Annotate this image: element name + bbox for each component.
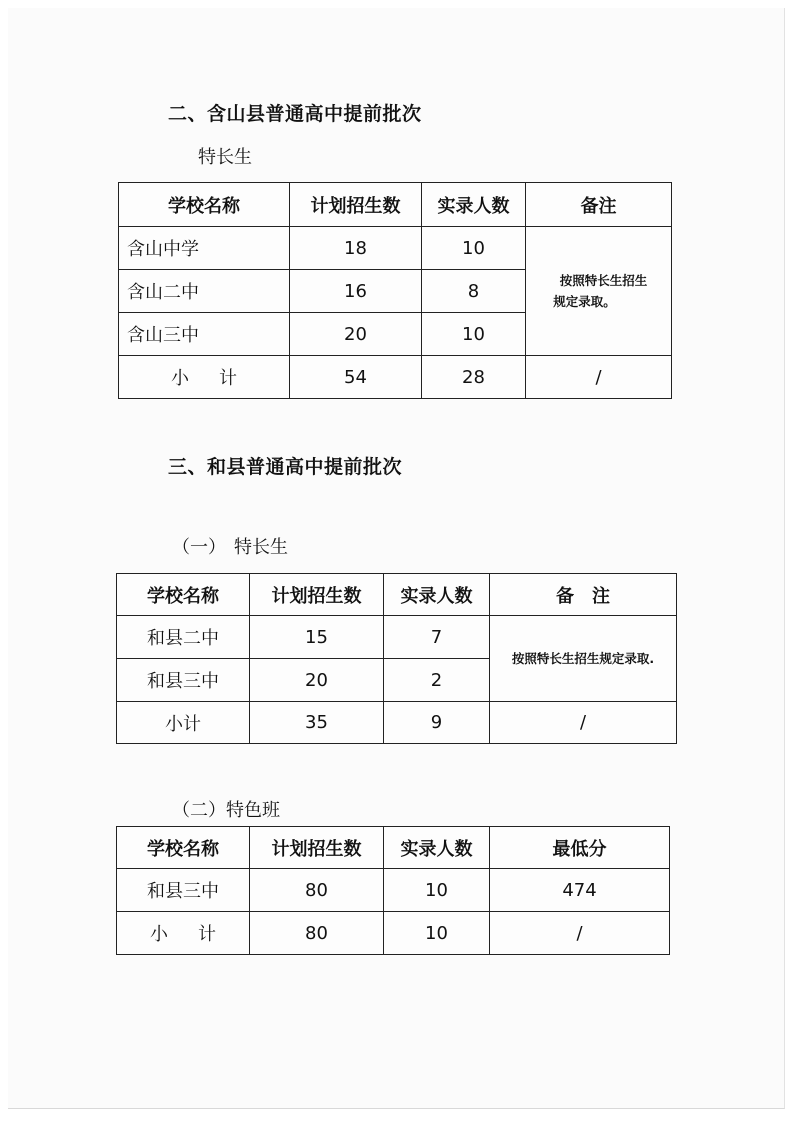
header-plan: 计划招生数 [290, 183, 422, 227]
table-header-row [119, 183, 672, 227]
plan-count: 80 [250, 869, 384, 912]
part1-subtitle-text: 特长生 [234, 537, 288, 558]
min-score: 474 [490, 869, 670, 912]
header-note: 备注 [526, 183, 672, 227]
actual-count: 10 [422, 227, 526, 270]
header-school-name: 学校名称 [119, 183, 290, 227]
subtotal-plan: 80 [250, 912, 384, 955]
header-actual: 实录人数 [422, 183, 526, 227]
note-line-1: 按照特长生招生 [559, 273, 648, 288]
plan-count: 16 [290, 270, 422, 313]
actual-count: 10 [384, 869, 490, 912]
school-name: 和县三中 [117, 659, 250, 702]
subtotal-row [119, 356, 672, 399]
subtotal-actual: 9 [384, 702, 490, 744]
hanshan-specialty-table [118, 182, 672, 399]
subtotal-label-char-1: 小 [150, 924, 168, 945]
subtotal-row [117, 912, 670, 955]
school-name: 含山二中 [119, 270, 290, 313]
section3-part2-subtitle: （二）特色班 [172, 800, 280, 821]
header-actual: 实录人数 [384, 827, 490, 869]
table-row [119, 227, 672, 270]
subtotal-label [117, 912, 250, 955]
subtotal-min-score: / [490, 912, 670, 955]
section3-part1-subtitle [172, 533, 288, 559]
header-plan: 计划招生数 [250, 574, 384, 616]
section2-subtitle: 特长生 [198, 147, 252, 168]
note-cell: 按照特长生招生规定录取. [490, 616, 677, 702]
actual-count: 7 [384, 616, 490, 659]
school-name: 含山三中 [119, 313, 290, 356]
note-cell [526, 227, 672, 356]
school-name: 和县三中 [117, 869, 250, 912]
subtotal-plan: 54 [290, 356, 422, 399]
hexian-specialty-table [116, 573, 677, 744]
subtotal-note: / [490, 702, 677, 744]
header-min-score: 最低分 [490, 827, 670, 869]
header-actual: 实录人数 [384, 574, 490, 616]
subtotal-label: 小计 [117, 702, 250, 744]
actual-count: 8 [422, 270, 526, 313]
subtotal-label [119, 356, 290, 399]
subtotal-plan: 35 [250, 702, 384, 744]
plan-count: 18 [290, 227, 422, 270]
subtotal-note: / [526, 356, 672, 399]
part1-prefix: （一） [172, 537, 226, 558]
table-header-row [117, 827, 670, 869]
subtotal-label-char-2: 计 [198, 924, 216, 945]
header-school-name: 学校名称 [117, 827, 250, 869]
hexian-special-class-table [116, 826, 670, 955]
header-note: 备 注 [490, 574, 677, 616]
subtotal-actual: 10 [384, 912, 490, 955]
table-row [117, 616, 677, 659]
subtotal-actual: 28 [422, 356, 526, 399]
table-row [117, 869, 670, 912]
subtotal-row [117, 702, 677, 744]
header-plan: 计划招生数 [250, 827, 384, 869]
plan-count: 20 [250, 659, 384, 702]
plan-count: 20 [290, 313, 422, 356]
school-name: 和县二中 [117, 616, 250, 659]
header-school-name: 学校名称 [117, 574, 250, 616]
actual-count: 2 [384, 659, 490, 702]
table-header-row [117, 574, 677, 616]
actual-count: 10 [422, 313, 526, 356]
subtotal-label-char-2: 计 [219, 368, 237, 389]
note-line-2: 规定录取。 [553, 294, 616, 309]
subtotal-label-char-1: 小 [171, 368, 189, 389]
section2-heading: 二、含山县普通高中提前批次 [168, 103, 422, 125]
plan-count: 15 [250, 616, 384, 659]
school-name: 含山中学 [119, 227, 290, 270]
section3-heading: 三、和县普通高中提前批次 [168, 456, 403, 478]
